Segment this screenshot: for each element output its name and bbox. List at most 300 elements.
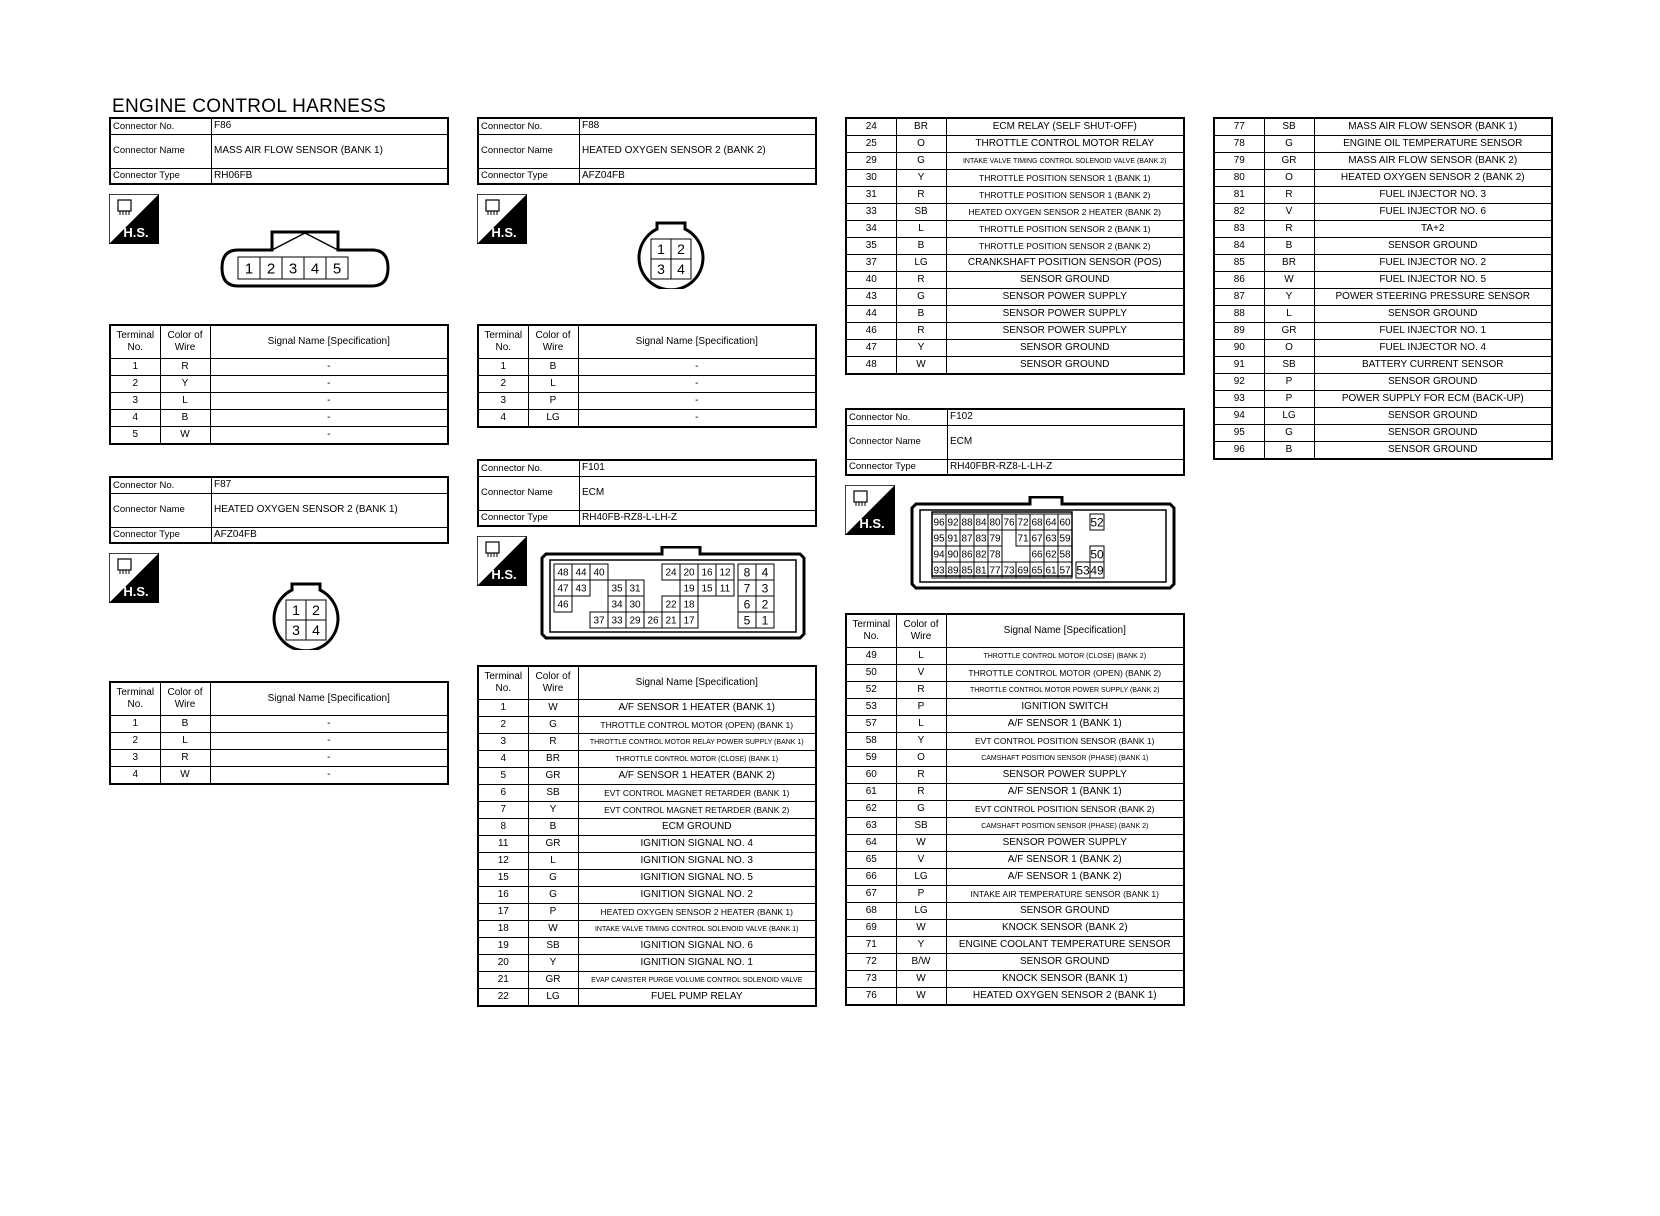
signal-name: THROTTLE CONTROL MOTOR (CLOSE) (BANK 2)	[946, 648, 1184, 665]
wire-color: B	[528, 819, 578, 836]
connector-type-label: Connector Type	[110, 168, 212, 184]
pin-number: 33	[611, 615, 623, 627]
terminal-no: 40	[846, 272, 896, 289]
page-title: ENGINE CONTROL HARNESS	[112, 96, 387, 117]
table-row	[846, 920, 1184, 937]
signal-name: EVT CONTROL MAGNET RETARDER (BANK 2)	[578, 802, 816, 819]
terminal-no-header: Terminal No.	[110, 682, 160, 716]
wire-color: GR	[528, 768, 578, 785]
hs-icon	[845, 485, 895, 535]
pin-number: 64	[1045, 517, 1057, 529]
wire-color: BR	[528, 751, 578, 768]
signal-name: ECM RELAY (SELF SHUT-OFF)	[946, 118, 1184, 136]
table-row	[110, 393, 448, 410]
signal-name: IGNITION SIGNAL NO. 4	[578, 836, 816, 853]
wire-color: LG	[896, 869, 946, 886]
table-row	[478, 700, 816, 717]
terminal-no: 46	[846, 323, 896, 340]
table-row	[846, 682, 1184, 699]
table-row	[1214, 306, 1552, 323]
signal-name: THROTTLE CONTROL MOTOR POWER SUPPLY (BANK 2)	[946, 682, 1184, 699]
table-row	[846, 272, 1184, 289]
wire-color: B	[896, 238, 946, 255]
terminal-no: 7	[478, 802, 528, 819]
terminal-no: 88	[1214, 306, 1264, 323]
table-row	[478, 819, 816, 836]
terminal-no: 5	[110, 427, 160, 445]
signal-name: FUEL INJECTOR NO. 6	[1314, 204, 1552, 221]
pin-number: 82	[975, 549, 987, 561]
terminal-no: 87	[1214, 289, 1264, 306]
wire-color-header: Color of Wire	[896, 614, 946, 648]
table-row	[110, 359, 448, 376]
table-row	[1214, 374, 1552, 391]
connector-no-label: Connector No.	[846, 409, 948, 425]
connector-name-value: MASS AIR FLOW SENSOR (BANK 1)	[212, 134, 449, 168]
table-row	[846, 357, 1184, 375]
table-row	[478, 785, 816, 802]
pin-number: 8	[743, 565, 751, 580]
table-row	[1214, 221, 1552, 238]
table-row	[1214, 442, 1552, 460]
pin-number: 47	[557, 583, 569, 595]
signal-name: HEATED OXYGEN SENSOR 2 HEATER (BANK 1)	[578, 904, 816, 921]
table-row	[1214, 357, 1552, 374]
terminal-no: 92	[1214, 374, 1264, 391]
signal-name: FUEL INJECTOR NO. 5	[1314, 272, 1552, 289]
pin-number: 65	[1031, 565, 1043, 577]
wire-color: R	[896, 682, 946, 699]
connector-name-label: Connector Name	[846, 425, 948, 459]
terminal-no: 20	[478, 955, 528, 972]
hs-icon	[477, 194, 527, 244]
terminal-no: 82	[1214, 204, 1264, 221]
pin-number: 90	[947, 549, 959, 561]
terminal-table-f101-cont	[845, 117, 1185, 375]
pin-number: 78	[989, 549, 1001, 561]
connector-f86	[109, 117, 449, 185]
signal-name: SENSOR POWER SUPPLY	[946, 767, 1184, 784]
signal-name: -	[210, 359, 448, 376]
terminal-no: 29	[846, 153, 896, 170]
wire-color: B	[1264, 238, 1314, 255]
wire-color: SB	[1264, 357, 1314, 374]
pin-number: 76	[1003, 517, 1015, 529]
wire-color: SB	[1264, 118, 1314, 136]
pin-number: 73	[1003, 565, 1015, 577]
pin-number: 21	[665, 615, 677, 627]
terminal-no: 90	[1214, 340, 1264, 357]
table-row	[1214, 238, 1552, 255]
pin-number: 85	[961, 565, 973, 577]
signal-name: HEATED OXYGEN SENSOR 2 (BANK 2)	[1314, 170, 1552, 187]
connector-no-label: Connector No.	[110, 118, 212, 134]
pin-number: 95	[933, 533, 945, 545]
table-row	[478, 853, 816, 870]
pin-number: 22	[665, 599, 677, 611]
terminal-no: 24	[846, 118, 896, 136]
terminal-no: 1	[478, 700, 528, 717]
terminal-no: 35	[846, 238, 896, 255]
signal-name: KNOCK SENSOR (BANK 2)	[946, 920, 1184, 937]
pin-number: 66	[1031, 549, 1043, 561]
table-row	[846, 835, 1184, 852]
wire-color: B	[528, 359, 578, 376]
wire-color: L	[528, 853, 578, 870]
terminal-no: 19	[478, 938, 528, 955]
signal-name: A/F SENSOR 1 (BANK 1)	[946, 784, 1184, 801]
signal-name: ENGINE OIL TEMPERATURE SENSOR	[1314, 136, 1552, 153]
wire-color: W	[896, 920, 946, 937]
terminal-no: 53	[846, 699, 896, 716]
wire-color: V	[1264, 204, 1314, 221]
terminal-no: 79	[1214, 153, 1264, 170]
wire-color: L	[1264, 306, 1314, 323]
signal-name: -	[578, 376, 816, 393]
table-row	[846, 784, 1184, 801]
table-row	[846, 869, 1184, 886]
pin-number: 2	[312, 602, 320, 619]
wire-color: Y	[896, 340, 946, 357]
terminal-no: 48	[846, 357, 896, 375]
pin-number: 5	[332, 260, 342, 278]
wire-color: R	[528, 734, 578, 751]
wire-color: W	[528, 700, 578, 717]
terminal-no: 47	[846, 340, 896, 357]
signal-name: SENSOR GROUND	[946, 340, 1184, 357]
signal-name: IGNITION SWITCH	[946, 699, 1184, 716]
wire-color: O	[896, 136, 946, 153]
terminal-no: 95	[1214, 425, 1264, 442]
table-row	[110, 376, 448, 393]
connector-no-label: Connector No.	[478, 118, 580, 134]
signal-name: SENSOR GROUND	[946, 357, 1184, 375]
signal-name: -	[578, 410, 816, 428]
hs-label: H.S.	[859, 516, 885, 531]
signal-name: THROTTLE CONTROL MOTOR (CLOSE) (BANK 1)	[578, 751, 816, 768]
wire-color: B	[160, 410, 210, 427]
wire-color: GR	[528, 836, 578, 853]
table-row	[846, 801, 1184, 818]
connector-name-label: Connector Name	[478, 134, 580, 168]
terminal-no: 4	[478, 410, 528, 428]
pin-number: 1	[657, 241, 665, 258]
connector-type-value: AFZ04FB	[580, 168, 817, 184]
pin-number: 1	[244, 260, 254, 278]
terminal-no: 65	[846, 852, 896, 869]
wire-color: LG	[896, 903, 946, 920]
pin-number: 35	[611, 583, 623, 595]
pin-number: 71	[1017, 533, 1029, 545]
pin-number: 87	[961, 533, 973, 545]
wire-color: Y	[1264, 289, 1314, 306]
wire-color: R	[160, 359, 210, 376]
wire-color: L	[160, 733, 210, 750]
terminal-no: 80	[1214, 170, 1264, 187]
pin-number: 5	[743, 613, 751, 628]
terminal-no: 1	[478, 359, 528, 376]
table-row	[1214, 408, 1552, 425]
terminal-no: 63	[846, 818, 896, 835]
pin-number: 18	[683, 599, 695, 611]
wire-color: SB	[528, 938, 578, 955]
wire-color: SB	[896, 204, 946, 221]
signal-name: SENSOR POWER SUPPLY	[946, 835, 1184, 852]
wire-color: GR	[528, 972, 578, 989]
wire-color: B/W	[896, 954, 946, 971]
wire-color: SB	[528, 785, 578, 802]
terminal-no: 76	[846, 988, 896, 1006]
terminal-no: 33	[846, 204, 896, 221]
pin-number: 4	[677, 261, 685, 278]
connector-type-value: RH06FB	[212, 168, 449, 184]
terminal-table-f102-cont	[1213, 117, 1553, 460]
terminal-no: 62	[846, 801, 896, 818]
signal-name: SENSOR GROUND	[1314, 425, 1552, 442]
signal-name-header: Signal Name [Specification]	[946, 614, 1184, 648]
pin-number: 84	[975, 517, 987, 529]
connector-no-label: Connector No.	[110, 477, 212, 493]
pin-number: 72	[1017, 517, 1029, 529]
signal-name: SENSOR GROUND	[946, 903, 1184, 920]
terminal-no: 18	[478, 921, 528, 938]
table-row	[846, 187, 1184, 204]
table-row	[846, 852, 1184, 869]
wire-color: W	[160, 427, 210, 445]
terminal-no: 1	[110, 716, 160, 733]
wire-color: G	[528, 717, 578, 734]
table-row	[478, 972, 816, 989]
wire-color-header: Color of Wire	[160, 682, 210, 716]
terminal-no: 5	[478, 768, 528, 785]
terminal-no: 2	[110, 733, 160, 750]
pin-number: 94	[933, 549, 945, 561]
pin-number: 67	[1031, 533, 1043, 545]
pin-number: 15	[701, 583, 713, 595]
wire-color: G	[896, 289, 946, 306]
pin-number: 26	[647, 615, 659, 627]
connector-name-value: HEATED OXYGEN SENSOR 2 (BANK 2)	[580, 134, 817, 168]
terminal-no: 8	[478, 819, 528, 836]
terminal-no: 4	[478, 751, 528, 768]
signal-name: -	[210, 716, 448, 733]
pin-number: 2	[761, 597, 769, 612]
pin-number: 88	[961, 517, 973, 529]
signal-name: A/F SENSOR 1 (BANK 2)	[946, 852, 1184, 869]
wire-color: R	[1264, 221, 1314, 238]
pin-number: 69	[1017, 565, 1029, 577]
signal-name: -	[210, 410, 448, 427]
pin-number: 34	[611, 599, 623, 611]
connector-name-value: ECM	[948, 425, 1185, 459]
wire-color: B	[1264, 442, 1314, 460]
wire-color: L	[896, 716, 946, 733]
table-row	[478, 410, 816, 428]
connector-f101	[477, 459, 817, 527]
connector-face-f86	[220, 228, 390, 293]
pin-number: 7	[743, 581, 751, 596]
table-row	[846, 306, 1184, 323]
table-row	[478, 802, 816, 819]
table-row	[846, 886, 1184, 903]
pin-number: 83	[975, 533, 987, 545]
terminal-no: 64	[846, 835, 896, 852]
table-row	[846, 750, 1184, 767]
connector-info-f88	[477, 117, 817, 185]
wire-color: P	[1264, 391, 1314, 408]
signal-name: BATTERY CURRENT SENSOR	[1314, 357, 1552, 374]
terminal-table-f87	[109, 681, 449, 785]
signal-name: SENSOR POWER SUPPLY	[946, 289, 1184, 306]
pin-number: 93	[933, 565, 945, 577]
pin-number: 96	[933, 517, 945, 529]
hs-label: H.S.	[491, 567, 517, 582]
table-row	[846, 699, 1184, 716]
table-row	[1214, 425, 1552, 442]
wire-color: W	[896, 971, 946, 988]
signal-name: IGNITION SIGNAL NO. 1	[578, 955, 816, 972]
table-row	[846, 716, 1184, 733]
wire-color: Y	[896, 170, 946, 187]
signal-name: FUEL INJECTOR NO. 2	[1314, 255, 1552, 272]
connector-no-label: Connector No.	[478, 460, 580, 476]
pin-number: 3	[761, 581, 769, 596]
terminal-no: 83	[1214, 221, 1264, 238]
table-row	[478, 921, 816, 938]
connector-name-label: Connector Name	[110, 493, 212, 527]
wire-color: Y	[896, 937, 946, 954]
wire-color: O	[896, 750, 946, 767]
table-row	[110, 750, 448, 767]
terminal-no: 61	[846, 784, 896, 801]
pin-number: 60	[1059, 517, 1071, 529]
table-row	[1214, 255, 1552, 272]
table-row	[1214, 153, 1552, 170]
table-row	[478, 751, 816, 768]
terminal-no: 57	[846, 716, 896, 733]
signal-name: FUEL INJECTOR NO. 1	[1314, 323, 1552, 340]
pin-number: 59	[1059, 533, 1071, 545]
terminal-no: 86	[1214, 272, 1264, 289]
pin-number: 44	[575, 567, 587, 579]
pin-number: 12	[719, 567, 731, 579]
terminal-no-header: Terminal No.	[478, 325, 528, 359]
terminal-no: 89	[1214, 323, 1264, 340]
connector-type-value: RH40FB-RZ8-L-LH-Z	[580, 510, 817, 526]
signal-name-header: Signal Name [Specification]	[578, 325, 816, 359]
connector-type-label: Connector Type	[478, 168, 580, 184]
table-row	[1214, 340, 1552, 357]
terminal-no-header: Terminal No.	[110, 325, 160, 359]
wire-color: O	[1264, 340, 1314, 357]
signal-name-header: Signal Name [Specification]	[210, 325, 448, 359]
terminal-no: 58	[846, 733, 896, 750]
signal-name: ECM GROUND	[578, 819, 816, 836]
table-row	[846, 323, 1184, 340]
signal-name: CAMSHAFT POSITION SENSOR (PHASE) (BANK 1)	[946, 750, 1184, 767]
table-row	[478, 836, 816, 853]
terminal-table-f86-wrap	[109, 324, 449, 445]
signal-name: FUEL INJECTOR NO. 3	[1314, 187, 1552, 204]
wire-color: Y	[528, 802, 578, 819]
wire-color: G	[528, 870, 578, 887]
terminal-no: 2	[110, 376, 160, 393]
hs-icon	[109, 194, 159, 244]
wire-color: Y	[528, 955, 578, 972]
hs-label: H.S.	[123, 225, 149, 240]
pin-number: 86	[961, 549, 973, 561]
table-row	[846, 153, 1184, 170]
terminal-no: 43	[846, 289, 896, 306]
pin-number: 91	[947, 533, 959, 545]
hs-label: H.S.	[123, 584, 149, 599]
terminal-no: 66	[846, 869, 896, 886]
table-row	[1214, 118, 1552, 136]
signal-name: INTAKE VALVE TIMING CONTROL SOLENOID VALVE (BANK 1)	[578, 921, 816, 938]
wire-color: O	[1264, 170, 1314, 187]
hs-icon	[109, 553, 159, 603]
table-row	[846, 255, 1184, 272]
connector-f87	[109, 476, 449, 544]
wire-color: W	[896, 835, 946, 852]
connector-name-value: HEATED OXYGEN SENSOR 2 (BANK 1)	[212, 493, 449, 527]
terminal-no: 71	[846, 937, 896, 954]
terminal-no: 15	[478, 870, 528, 887]
pin-number: 68	[1031, 517, 1043, 529]
table-row	[478, 768, 816, 785]
table-row	[478, 376, 816, 393]
pin-number: 48	[557, 567, 569, 579]
table-row	[846, 340, 1184, 357]
signal-name: IGNITION SIGNAL NO. 5	[578, 870, 816, 887]
signal-name: INTAKE VALVE TIMING CONTROL SOLENOID VALVE (BANK 2)	[946, 153, 1184, 170]
wire-color: B	[896, 306, 946, 323]
signal-name: POWER STEERING PRESSURE SENSOR	[1314, 289, 1552, 306]
terminal-no: 85	[1214, 255, 1264, 272]
pin-number: 79	[989, 533, 1001, 545]
table-row	[846, 988, 1184, 1006]
pin-number: 63	[1045, 533, 1057, 545]
table-row	[1214, 272, 1552, 289]
signal-name: SENSOR GROUND	[1314, 238, 1552, 255]
wire-color: GR	[1264, 153, 1314, 170]
pin-number: 31	[629, 583, 641, 595]
terminal-table-f102	[845, 613, 1185, 1006]
wire-color-header: Color of Wire	[528, 666, 578, 700]
signal-name: ENGINE COOLANT TEMPERATURE SENSOR	[946, 937, 1184, 954]
signal-name: THROTTLE POSITION SENSOR 2 (BANK 1)	[946, 221, 1184, 238]
pin-number: 46	[557, 599, 569, 611]
signal-name: EVT CONTROL POSITION SENSOR (BANK 1)	[946, 733, 1184, 750]
wire-color: P	[528, 904, 578, 921]
pin-number: 20	[683, 567, 695, 579]
wire-color: GR	[1264, 323, 1314, 340]
wire-color: W	[160, 767, 210, 785]
wire-color: LG	[896, 255, 946, 272]
signal-name: IGNITION SIGNAL NO. 3	[578, 853, 816, 870]
pin-number: 62	[1045, 549, 1057, 561]
connector-f88	[477, 117, 817, 185]
table-row	[846, 971, 1184, 988]
terminal-no: 69	[846, 920, 896, 937]
wire-color: P	[896, 886, 946, 903]
signal-name: A/F SENSOR 1 HEATER (BANK 1)	[578, 700, 816, 717]
terminal-no: 3	[478, 393, 528, 410]
connector-no-value: F86	[212, 118, 449, 134]
signal-name: THROTTLE CONTROL MOTOR RELAY	[946, 136, 1184, 153]
table-row	[846, 136, 1184, 153]
signal-name: THROTTLE POSITION SENSOR 2 (BANK 2)	[946, 238, 1184, 255]
